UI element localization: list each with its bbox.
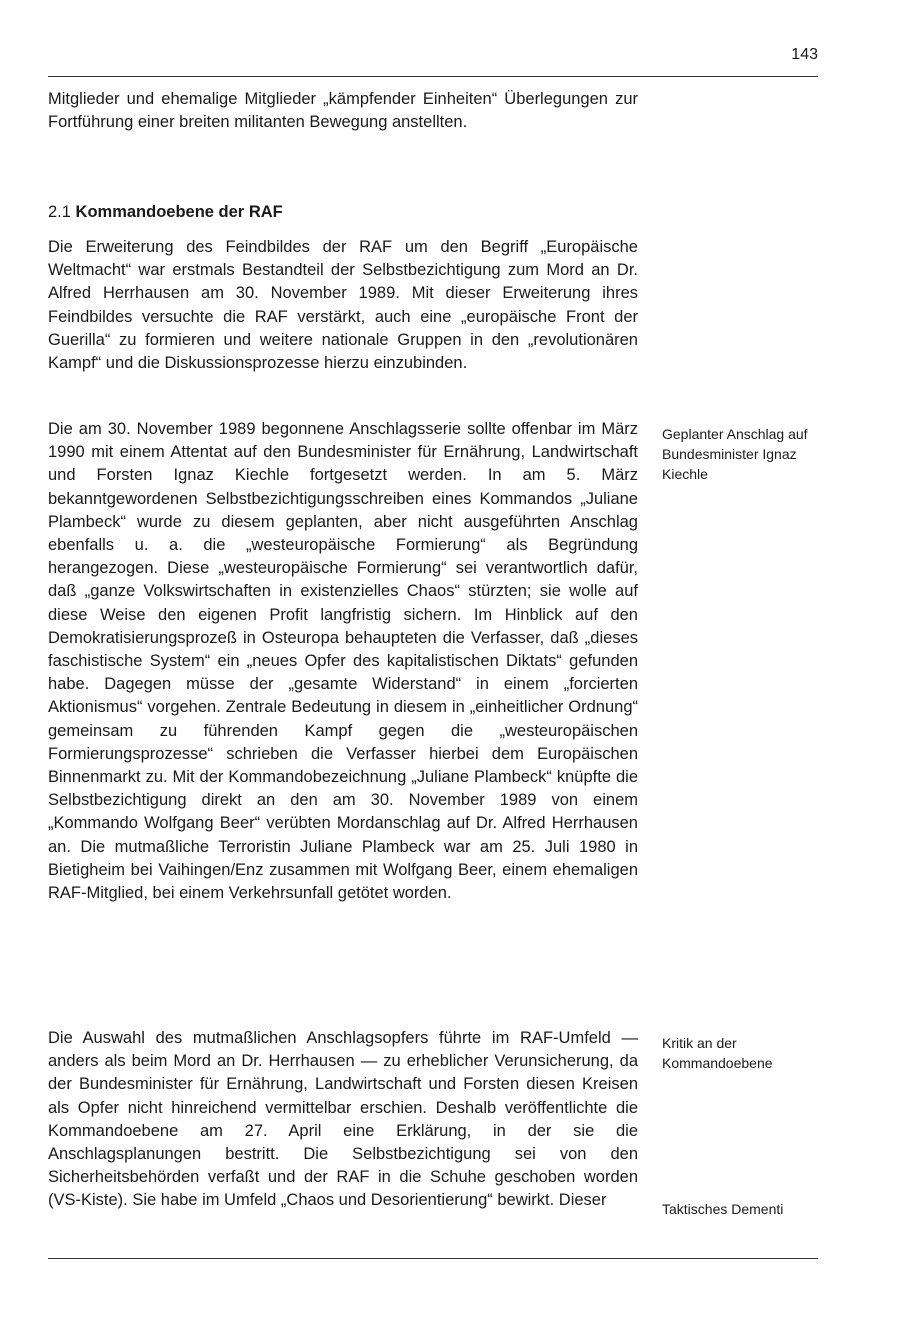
section-heading (48, 201, 638, 224)
page-number: 143 (791, 46, 818, 63)
header-rule (48, 76, 818, 77)
paragraph-2-text: Die am 30. November 1989 begonnene Anschlagsserie sollte offenbar im März 1990 mit einem Attentat auf den Bundesminister für Ernährung, Landwirtschaft und Forsten Ignaz Kiechle fortgesetzt werden. In am 5. März bekanntgewordenen Selbstbezichtigungsschreiben eines Kommandos „Juliane Plambeck“ wurde zu diesem geplanten, aber nicht ausgeführten Anschlag ebenfalls u. a. die „westeuropäische Formierung“ als Begründung herangezogen. Diese „westeuropäische Formierung“ sei verantwortlich dafür, daß „ganze Volkswirtschaften in existenzielles Chaos“ stürzten; sie wolle auf diese Weise den eigenen Profit langfristig sichern. Im Hinblick auf den Demokratisierungsprozeß in Osteuropa behaupteten die Verfasser, daß „dieses faschistische System“ ein „neues Opfer des kapitalistischen Diktats“ gefunden habe. Dagegen müsse der „gesamte Widerstand“ in einem „forcierten Aktionismus“ vorgehen. Zentrale Bedeutung in diesem in „einheitlicher Ordnung“ gemeinsam zu führenden Kampf gegen die „westeuropäischen Formierungsprozesse“ schrieben die Verfasser hierbei dem Europäischen Binnenmarkt zu. Mit der Kommandobezeichnung „Juliane Plambeck“ knüpfte die Selbstbezichtigung direkt an den am 30. November 1989 von einem „Kommando Wolfgang Beer“ verübten Mordanschlag auf Dr. Alfred Herrhausen an. Die mutmaßliche Terroristin Juliane Plambeck war am 25. Juli 1980 in Bietigheim bei Vaihingen/Enz zusammen mit Wolfgang Beer, einem ehemaligen RAF-Mitglied, bei einem Verkehrsunfall getötet worden. (48, 420, 638, 903)
margin-note-kiechle: Geplanter Anschlag auf Bundesminister Ignaz Kiechle (662, 426, 808, 482)
section-title: Kommandoebene der RAF (75, 203, 283, 221)
paragraph-3-text: Die Auswahl des mutmaßlichen Anschlagsopfers führte im RAF-Umfeld — anders als beim Mord an Dr. Herrhausen — zu erheblicher Verunsicherung, da der Bundesminister für Ernährung, Landwirtschaft und Forsten diesen Kreisen als Opfer nicht hinreichend vermittelbar erschien. Deshalb veröffentlichte die Kommandoebene am 27. April eine Erklärung, in der sie die Anschlagsplanungen bestritt. Die Selbstbezichtigung sei von den Sicherheitsbehörden verfaßt und der RAF in die Schuhe geschoben worden (VS-Kiste). Sie habe im Umfeld „Chaos und Desorientierung“ bewirkt. Dieser (48, 1029, 638, 1210)
footer-rule (48, 1258, 818, 1259)
intro-paragraph (48, 88, 638, 134)
paragraph-3 (48, 1027, 638, 1213)
margin-note-kritik: Kritik an der Kommandoebene (662, 1035, 773, 1071)
paragraph-2 (48, 418, 638, 905)
paragraph-1 (48, 236, 638, 375)
intro-text: Mitglieder und ehemalige Mitglieder „kämpfender Einheiten“ Überlegungen zur Fortführung einer breiten militanten Bewegung anstellten. (48, 90, 638, 132)
section-number: 2.1 (48, 203, 71, 221)
margin-note-dementi: Taktisches Dementi (662, 1201, 784, 1217)
paragraph-1-text: Die Erweiterung des Feindbildes der RAF um den Begriff „Europäische Weltmacht“ war erstmals Bestandteil der Selbstbezichtigung zum Mord an Dr. Alfred Herrhausen am 30. November 1989. Mit dieser Erweiterung ihres Feindbildes versuchte die RAF verstärkt, auch eine „europäische Front der Guerilla“ zu formieren und weitere nationale Gruppen in den „revolutionären Kampf“ und die Diskussionsprozesse hierzu einzubinden. (48, 238, 638, 373)
